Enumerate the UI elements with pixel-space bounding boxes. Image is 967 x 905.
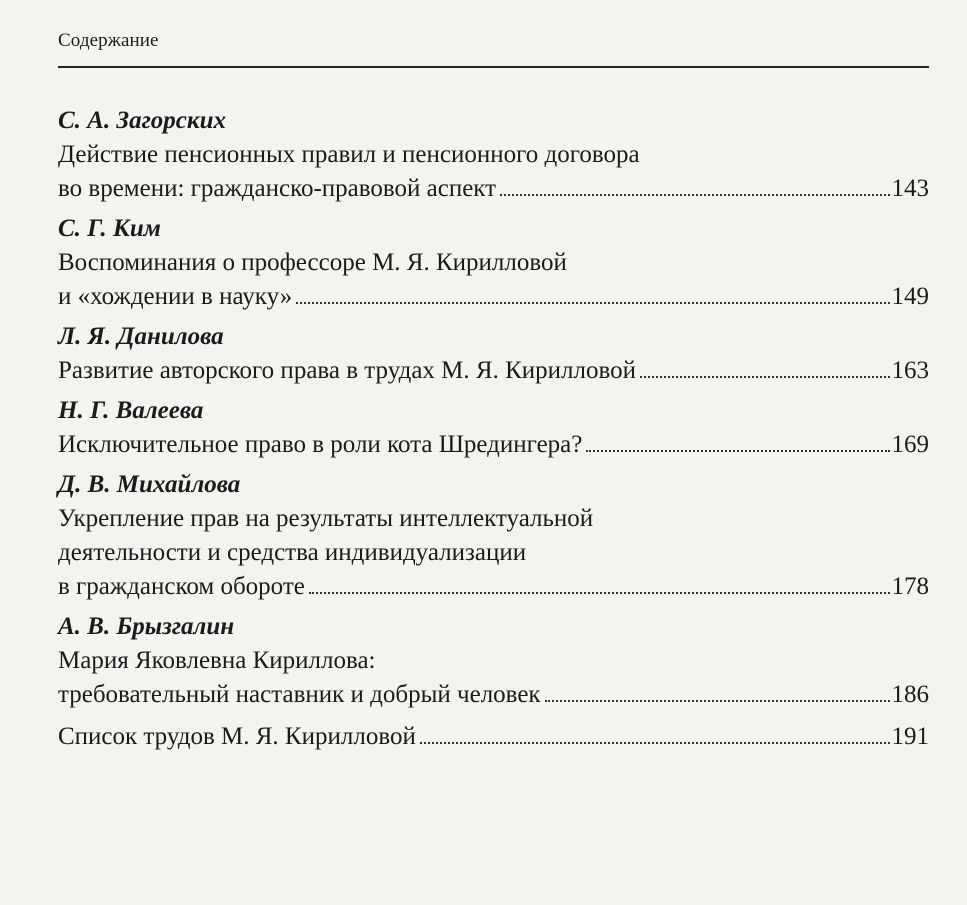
dot-leader (309, 592, 890, 594)
page-number: 143 (891, 175, 929, 202)
entry-author: Л. Я. Данилова (58, 323, 224, 350)
entry-title-last-line[interactable] (58, 720, 929, 754)
dot-leader (500, 194, 889, 196)
page-number: 186 (891, 681, 929, 708)
dot-leader (640, 376, 890, 378)
page-number: 149 (891, 283, 929, 310)
dot-leader (420, 742, 890, 744)
entry-title-text: Список трудов М. Я. Кирилловой (58, 723, 416, 750)
entry-title-line: Мария Яковлевна Кириллова: (58, 647, 376, 674)
dot-leader (545, 700, 890, 702)
entry-title-line: Воспоминания о профессоре М. Я. Кирилловой (58, 249, 567, 276)
toc-entry (58, 212, 929, 314)
page-number: 191 (891, 723, 929, 750)
entry-title-last-line[interactable] (58, 280, 929, 314)
entry-title-text: Исключительное право в роли кота Шредингера? (58, 431, 583, 458)
page-number: 178 (891, 573, 929, 600)
entry-author: Д. В. Михайлова (58, 471, 241, 498)
toc-entry (58, 320, 929, 388)
entry-title-last-line[interactable] (58, 428, 929, 462)
header-rule (58, 66, 929, 68)
entry-title-text: в гражданском обороте (58, 573, 305, 600)
dot-leader (296, 302, 889, 304)
toc-entry (58, 610, 929, 712)
entry-author: Н. Г. Валеева (58, 397, 204, 424)
toc-entry (58, 468, 929, 604)
dot-leader (586, 450, 889, 452)
entry-title-last-line[interactable] (58, 570, 929, 604)
entry-title-text: и «хождении в науку» (58, 283, 293, 310)
page-number: 163 (891, 357, 929, 384)
entry-title-text: Развитие авторского права в трудах М. Я. Кирилловой (58, 357, 636, 384)
entry-title-line: Действие пенсионных правил и пенсионного договора (58, 141, 640, 168)
toc-entry (58, 104, 929, 206)
entry-title-text: во времени: гражданско-правовой аспект (58, 175, 497, 202)
entry-author: А. В. Брызгалин (58, 613, 235, 640)
entry-title-last-line[interactable] (58, 354, 929, 388)
entry-title-last-line[interactable] (58, 172, 929, 206)
entry-title-line: Укрепление прав на результаты интеллектуальной (58, 505, 594, 532)
toc-entry (58, 720, 929, 754)
entry-title-last-line[interactable] (58, 678, 929, 712)
toc-entry (58, 394, 929, 462)
entry-author: С. А. Загорских (58, 107, 226, 134)
entry-author: С. Г. Ким (58, 215, 161, 242)
table-of-contents (58, 104, 929, 760)
entry-title-text: требовательный наставник и добрый человек (58, 681, 541, 708)
entry-title-line: деятельности и средства индивидуализации (58, 539, 527, 566)
running-title: Содержание (58, 30, 159, 51)
page-number: 169 (891, 431, 929, 458)
